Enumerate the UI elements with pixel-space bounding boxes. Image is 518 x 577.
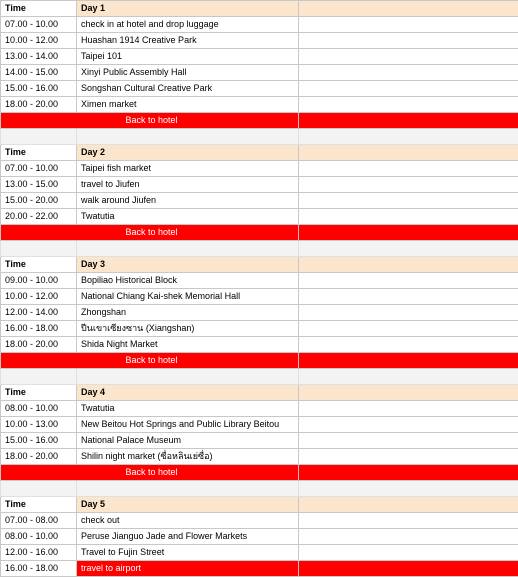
time-cell[interactable]: 07.00 - 10.00	[1, 17, 77, 33]
activity-cell[interactable]: Songshan Cultural Creative Park	[77, 81, 299, 97]
back-to-hotel-row	[1, 465, 518, 481]
activity-cell[interactable]: Taipei fish market	[77, 161, 299, 177]
spacer-cell	[1, 481, 77, 497]
back-to-hotel-row	[1, 225, 518, 241]
activity-cell[interactable]: Taipei 101	[77, 49, 299, 65]
empty-cell[interactable]	[299, 33, 518, 49]
back-to-hotel-row	[1, 353, 518, 369]
time-cell[interactable]: 08.00 - 10.00	[1, 529, 77, 545]
back-to-hotel-cell[interactable]: Back to hotel	[1, 465, 299, 481]
empty-cell[interactable]	[299, 209, 518, 225]
empty-cell[interactable]	[299, 529, 518, 545]
time-cell[interactable]: 07.00 - 08.00	[1, 513, 77, 529]
empty-cell[interactable]	[299, 177, 518, 193]
day-header-row	[1, 385, 518, 401]
empty-cell[interactable]	[299, 81, 518, 97]
header-empty-cell[interactable]	[299, 385, 518, 401]
spacer-cell	[299, 369, 518, 385]
empty-cell[interactable]	[299, 417, 518, 433]
time-cell[interactable]: 15.00 - 20.00	[1, 193, 77, 209]
back-to-hotel-row	[1, 113, 518, 129]
empty-cell[interactable]	[299, 401, 518, 417]
activity-cell[interactable]: New Beitou Hot Springs and Public Library Beitou	[77, 417, 299, 433]
activity-cell[interactable]: Ximen market	[77, 97, 299, 113]
itinerary-row	[1, 513, 518, 529]
itinerary-row	[1, 449, 518, 465]
day-label[interactable]: Day 3	[77, 257, 299, 273]
activity-cell[interactable]: ปีนเขาเซียงซาน (Xiangshan)	[77, 321, 299, 337]
header-empty-cell[interactable]	[299, 497, 518, 513]
time-cell[interactable]: 15.00 - 16.00	[1, 433, 77, 449]
time-column-header[interactable]: Time	[1, 497, 77, 513]
spacer-cell	[1, 369, 77, 385]
activity-cell[interactable]: Xinyi Public Assembly Hall	[77, 65, 299, 81]
time-cell[interactable]: 12.00 - 14.00	[1, 305, 77, 321]
back-to-hotel-cell[interactable]: Back to hotel	[1, 225, 299, 241]
activity-cell[interactable]: National Chiang Kai-shek Memorial Hall	[77, 289, 299, 305]
time-cell[interactable]: 13.00 - 15.00	[1, 177, 77, 193]
footer-empty-cell[interactable]	[299, 113, 518, 129]
header-empty-cell[interactable]	[299, 1, 518, 17]
empty-cell[interactable]	[299, 97, 518, 113]
time-column-header[interactable]: Time	[1, 145, 77, 161]
time-cell[interactable]: 10.00 - 13.00	[1, 417, 77, 433]
activity-cell[interactable]: Zhongshan	[77, 305, 299, 321]
itinerary-row	[1, 305, 518, 321]
itinerary-row	[1, 97, 518, 113]
day-header-row	[1, 145, 518, 161]
empty-cell[interactable]	[299, 337, 518, 353]
spacer-row	[1, 369, 518, 385]
footer-empty-cell[interactable]	[299, 225, 518, 241]
empty-cell[interactable]	[299, 49, 518, 65]
activity-cell[interactable]: Travel to Fujin Street	[77, 545, 299, 561]
empty-cell[interactable]	[299, 289, 518, 305]
itinerary-row	[1, 17, 518, 33]
footer-empty-cell[interactable]	[299, 465, 518, 481]
itinerary-row	[1, 433, 518, 449]
itinerary-row	[1, 337, 518, 353]
activity-cell[interactable]: walk around Jiufen	[77, 193, 299, 209]
time-cell[interactable]: 18.00 - 20.00	[1, 97, 77, 113]
spacer-row	[1, 481, 518, 497]
activity-cell[interactable]: check out	[77, 513, 299, 529]
activity-cell[interactable]: Shilin night market (ซื่อหลินเย่ซื่อ)	[77, 449, 299, 465]
day-label[interactable]: Day 4	[77, 385, 299, 401]
activity-cell[interactable]: Peruse Jianguo Jade and Flower Markets	[77, 529, 299, 545]
activity-cell[interactable]: Twatutia	[77, 209, 299, 225]
day-label[interactable]: Day 2	[77, 145, 299, 161]
spacer-row	[1, 241, 518, 257]
itinerary-row	[1, 417, 518, 433]
spacer-cell	[77, 241, 299, 257]
activity-cell[interactable]: National Palace Museum	[77, 433, 299, 449]
time-cell[interactable]: 16.00 - 18.00	[1, 561, 77, 577]
activity-cell[interactable]: Huashan 1914 Creative Park	[77, 33, 299, 49]
time-column-header[interactable]: Time	[1, 257, 77, 273]
itinerary-row	[1, 65, 518, 81]
empty-cell[interactable]	[299, 305, 518, 321]
itinerary-body	[1, 1, 518, 577]
day-header-row	[1, 497, 518, 513]
spacer-cell	[77, 129, 299, 145]
time-cell[interactable]: 08.00 - 10.00	[1, 401, 77, 417]
header-empty-cell[interactable]	[299, 145, 518, 161]
empty-cell[interactable]	[299, 561, 518, 577]
time-column-header[interactable]: Time	[1, 385, 77, 401]
back-to-hotel-cell[interactable]: Back to hotel	[1, 353, 299, 369]
activity-cell[interactable]: Twatutia	[77, 401, 299, 417]
time-cell[interactable]: 07.00 - 10.00	[1, 161, 77, 177]
spacer-cell	[299, 481, 518, 497]
empty-cell[interactable]	[299, 513, 518, 529]
day-label[interactable]: Day 5	[77, 497, 299, 513]
time-cell[interactable]: 13.00 - 14.00	[1, 49, 77, 65]
activity-cell[interactable]: check in at hotel and drop luggage	[77, 17, 299, 33]
spacer-cell	[1, 129, 77, 145]
spacer-cell	[1, 241, 77, 257]
empty-cell[interactable]	[299, 321, 518, 337]
day-label[interactable]: Day 1	[77, 1, 299, 17]
time-cell[interactable]: 18.00 - 20.00	[1, 337, 77, 353]
empty-cell[interactable]	[299, 449, 518, 465]
day-header-row	[1, 1, 518, 17]
itinerary-row	[1, 81, 518, 97]
activity-cell[interactable]: travel to Jiufen	[77, 177, 299, 193]
time-cell[interactable]: 20.00 - 22.00	[1, 209, 77, 225]
back-to-hotel-cell[interactable]: Back to hotel	[1, 113, 299, 129]
spacer-cell	[77, 369, 299, 385]
time-cell[interactable]: 09.00 - 10.00	[1, 273, 77, 289]
spacer-cell	[77, 481, 299, 497]
itinerary-row	[1, 321, 518, 337]
empty-cell[interactable]	[299, 273, 518, 289]
itinerary-row	[1, 177, 518, 193]
itinerary-row	[1, 545, 518, 561]
time-cell[interactable]: 10.00 - 12.00	[1, 289, 77, 305]
time-column-header[interactable]: Time	[1, 1, 77, 17]
time-cell[interactable]: 14.00 - 15.00	[1, 65, 77, 81]
empty-cell[interactable]	[299, 545, 518, 561]
empty-cell[interactable]	[299, 17, 518, 33]
activity-cell[interactable]: Bopiliao Historical Block	[77, 273, 299, 289]
itinerary-row	[1, 401, 518, 417]
itinerary-row	[1, 529, 518, 545]
time-cell[interactable]: 16.00 - 18.00	[1, 321, 77, 337]
empty-cell[interactable]	[299, 65, 518, 81]
spacer-row	[1, 129, 518, 145]
itinerary-row	[1, 561, 518, 577]
time-cell[interactable]: 15.00 - 16.00	[1, 81, 77, 97]
spacer-cell	[299, 129, 518, 145]
activity-cell[interactable]: Shida Night Market	[77, 337, 299, 353]
itinerary-row	[1, 193, 518, 209]
footer-empty-cell[interactable]	[299, 353, 518, 369]
itinerary-row	[1, 161, 518, 177]
time-cell[interactable]: 10.00 - 12.00	[1, 33, 77, 49]
itinerary-row	[1, 33, 518, 49]
itinerary-row	[1, 49, 518, 65]
itinerary-row	[1, 289, 518, 305]
header-empty-cell[interactable]	[299, 257, 518, 273]
time-cell[interactable]: 18.00 - 20.00	[1, 449, 77, 465]
empty-cell[interactable]	[299, 193, 518, 209]
activity-cell[interactable]: travel to airport	[77, 561, 299, 577]
spacer-cell	[299, 241, 518, 257]
itinerary-row	[1, 273, 518, 289]
time-cell[interactable]: 12.00 - 16.00	[1, 545, 77, 561]
empty-cell[interactable]	[299, 161, 518, 177]
empty-cell[interactable]	[299, 433, 518, 449]
itinerary-row	[1, 209, 518, 225]
day-header-row	[1, 257, 518, 273]
